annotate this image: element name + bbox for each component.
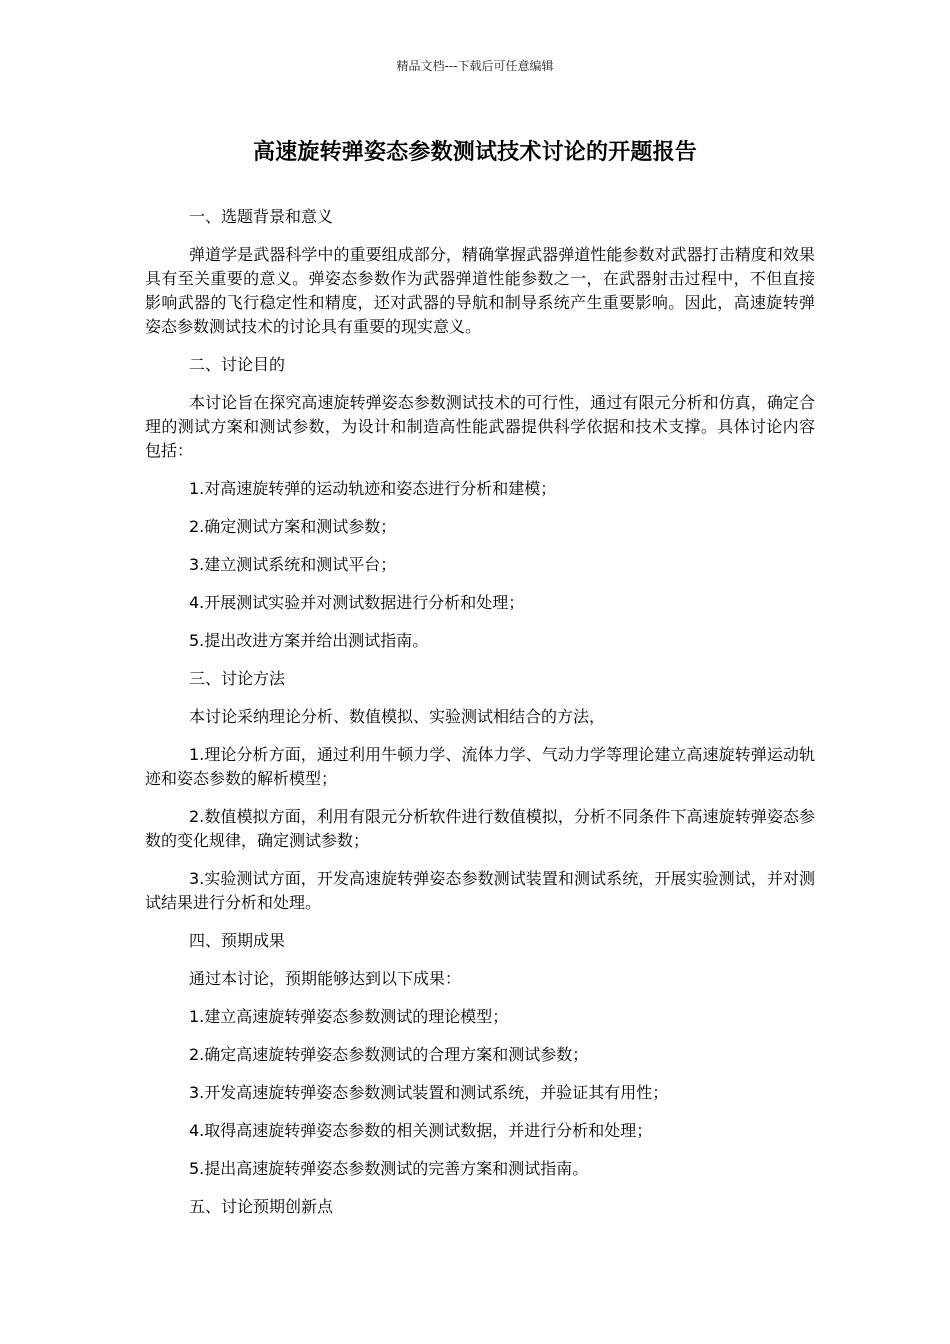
list-item: 3.开发高速旋转弹姿态参数测试装置和测试系统，并验证其有用性； [189,1083,669,1102]
paragraph: 本讨论旨在探究高速旋转弹姿态参数测试技术的可行性，通过有限元分析和仿真，确定合理的测试方案和测试参数，为设计和制造高性能武器提供科学依据和技术支撑。具体讨论内容包括： [145,393,815,460]
paragraph: 弹道学是武器科学中的重要组成部分，精确掌握武器弹道性能参数对武器打击精度和效果具有至关重要的意义。弹姿态参数作为武器弹道性能参数之一，在武器射击过程中，不但直接影响武器的飞行稳定性和精度，还对武器的导航和制导系统产生重要影响。因此，高速旋转弹姿态参数测试技术的讨论具有重要的现实意义。 [145,245,815,336]
paragraph: 通过本讨论，预期能够达到以下成果： [189,969,462,988]
list-item: 2.确定高速旋转弹姿态参数测试的合理方案和测试参数； [189,1045,589,1064]
section-heading-innovations: 五、讨论预期创新点 [189,1197,334,1216]
list-item: 2.数值模拟方面，利用有限元分析软件进行数值模拟，分析不同条件下高速旋转弹姿态参数的变化规律，确定测试参数； [145,807,815,850]
list-item: 4.开展测试实验并对测试数据进行分析和处理； [189,593,525,612]
document-title: 高速旋转弹姿态参数测试技术讨论的开题报告 [252,140,697,165]
list-item: 2.确定测试方案和测试参数； [189,517,397,536]
list-item: 3.建立测试系统和测试平台； [189,555,397,574]
list-item: 1.建立高速旋转弹姿态参数测试的理论模型； [189,1007,509,1026]
list-item: 5.提出改进方案并给出测试指南。 [189,631,429,650]
list-item: 1.对高速旋转弹的运动轨迹和姿态进行分析和建模； [189,479,557,498]
paragraph: 本讨论采纳理论分析、数值模拟、实验测试相结合的方法， [189,707,606,726]
section-heading-purpose: 二、讨论目的 [189,355,286,374]
list-item: 1.理论分析方面，通过利用牛顿力学、流体力学、气动力学等理论建立高速旋转弹运动轨迹和姿态参数的解析模型； [145,745,815,788]
section-heading-expected-results: 四、预期成果 [189,931,286,950]
list-item: 3.实验测试方面，开发高速旋转弹姿态参数测试装置和测试系统，开展实验测试，并对测试结果进行分析和处理。 [145,869,815,912]
header-note: 精品文档---下载后可任意编辑 [396,59,554,73]
section-heading-background: 一、选题背景和意义 [189,207,334,226]
document-body [145,205,815,1233]
list-item: 5.提出高速旋转弹姿态参数测试的完善方案和测试指南。 [189,1159,589,1178]
section-heading-methods: 三、讨论方法 [189,669,286,688]
list-item: 4.取得高速旋转弹姿态参数的相关测试数据，并进行分析和处理； [189,1121,653,1140]
